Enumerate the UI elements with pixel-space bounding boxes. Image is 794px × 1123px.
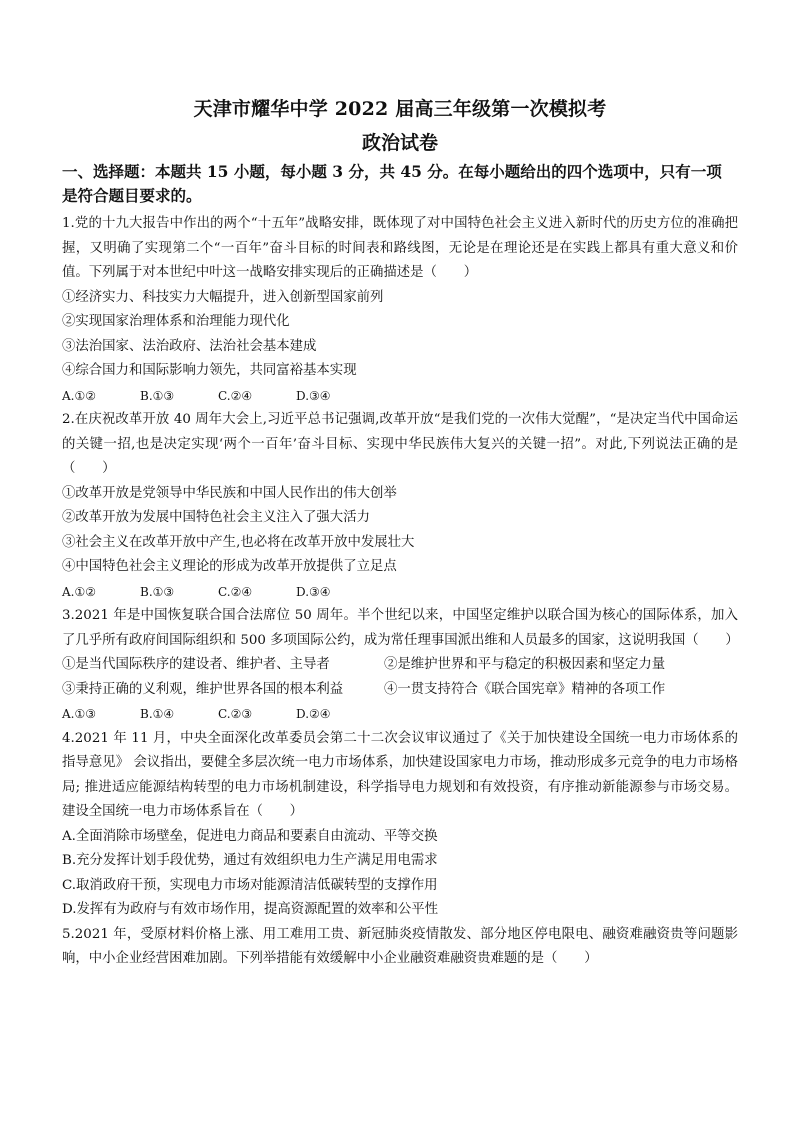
answer-option: D.②④: [296, 707, 331, 721]
answer-option: C.②④: [218, 388, 253, 403]
question-4: [62, 727, 738, 923]
answer-option: C.②④: [218, 584, 253, 599]
statement-item: ④综合国力和国际影响力领先，共同富裕基本实现: [62, 363, 357, 378]
section-heading-line: 一、选择题：本题共 15 小题，每小题 3 分，共 45 分。在每小题给出的四个选项中，只有一项: [62, 162, 722, 181]
answer-choice: D.发挥有为政府与有效市场作用，提高资源配置的效率和公平性: [62, 902, 439, 917]
answer-option: D.③④: [296, 584, 331, 599]
statement-item: ③秉持正确的义利观，维护世界各国的根本利益: [62, 681, 344, 697]
answer-choice: A.全面消除市场壁垒，促进电力商品和要素自由流动、平等交换: [62, 828, 438, 844]
question-5: [62, 923, 738, 972]
answer-option: C.②③: [218, 707, 253, 721]
question-1: [62, 212, 738, 408]
question-stem: 2.在庆祝改革开放 40 周年大会上,习近平总书记强调,改革开放“是我们党的一次伟大觉醒”，“是决定当代中国命运的关键一招,也是决定实现‘两个一百年’奋斗目标、实现中华民族伟大复兴的关键一招”。对此,下列说法正确的是（ ）: [62, 412, 738, 476]
answer-option: A.①②: [62, 584, 96, 599]
answer-option: B.①④: [140, 707, 175, 721]
answer-option: A.①②: [62, 388, 96, 403]
question-stem: 3.2021 年是中国恢复联合国合法席位 50 周年。半个世纪以来，中国坚定维护以联合国为核心的国际体系，加入了几乎所有政府间国际组织和 500 多项国际公约，成为常任理事国派出维和人员最多的国家，这说明我国（ ）: [62, 608, 739, 648]
section-heading-line: 是符合题目要求的。: [62, 186, 202, 205]
statement-item: ①是当代国际秩序的建设者、维护者、主导者: [62, 657, 330, 672]
statement-item: ②是维护世界和平与稳定的积极因素和坚定力量: [384, 657, 666, 672]
statement-item: ①经济实力、科技实力大幅提升，进入创新型国家前列: [62, 289, 384, 305]
answer-choice: C.取消政府干预，实现电力市场对能源清洁低碳转型的支撑作用: [62, 877, 438, 893]
answer-choice: B.充分发挥计划手段优势，通过有效组织电力生产满足用电需求: [62, 853, 438, 868]
section-heading: [62, 160, 738, 208]
exam-title: 天津市耀华中学 2022 届高三年级第一次模拟考: [193, 98, 607, 120]
statement-item: ②改革开放为发展中国特色社会主义注入了强大活力: [62, 510, 370, 525]
question-stem: 1.党的十九大报告中作出的两个“十五年”战略安排，既体现了对中国特色社会主义进入新时代的历史方位的准确把握，又明确了实现第二个“一百年”奋斗目标的时间表和路线图，无论是在理论还是在实践上都具有重大意义和价值。下列属于对本世纪中叶这一战略安排实现后的正确描述是（ ）: [62, 216, 738, 280]
question-3: [62, 604, 738, 727]
statement-item: ③法治国家、法治政府、法治社会基本建成: [62, 338, 317, 354]
answer-options: [62, 580, 738, 605]
statement-item: ④中国特色社会主义理论的形成为改革开放提供了立足点: [62, 559, 397, 574]
statement-item: ③社会主义在改革开放中产生,也必将在改革开放中发展壮大: [62, 534, 415, 550]
answer-option: B.①③: [140, 388, 175, 403]
exam-page: [62, 95, 738, 972]
answer-option: A.①③: [62, 707, 96, 721]
statement-item: ①改革开放是党领导中华民族和中国人民作出的伟大创举: [62, 485, 397, 501]
answer-option: B.①③: [140, 584, 175, 599]
question-stem: 4.2021 年 11 月，中央全面深化改革委员会第二十二次会议审议通过了《关于加快建设全国统一电力市场体系的指导意见》 会议指出，要健全多层次统一电力市场体系，加快建设国家电力市场，推动形成多元竞争的电力市场格局; 推进适应能源结构转型的电力市场机制建设，科学指导电力规划和有效投资，有序推动新能源参与市场交易。建设全国统一电力市场体系旨在（ ）: [62, 730, 738, 819]
answer-options: [62, 384, 738, 409]
question-2: [62, 408, 738, 604]
statement-item: ②实现国家治理体系和治理能力现代化: [62, 314, 290, 329]
question-stem: 5.2021 年，受原材料价格上涨、用工难用工贵、新冠肺炎疫情散发、部分地区停电限电、融资难融资贵等问题影响，中小企业经营困难加剧。下列举措能有效缓解中小企业融资难融资贵难题的是（ ）: [62, 926, 738, 966]
exam-subtitle: 政治试卷: [361, 132, 438, 154]
statement-item: ④一贯支持符合《联合国宪章》精神的各项工作: [384, 681, 666, 697]
answer-options: [62, 702, 738, 727]
statement-row: [62, 678, 738, 703]
statement-row: [62, 653, 738, 678]
answer-option: D.③④: [296, 388, 331, 403]
